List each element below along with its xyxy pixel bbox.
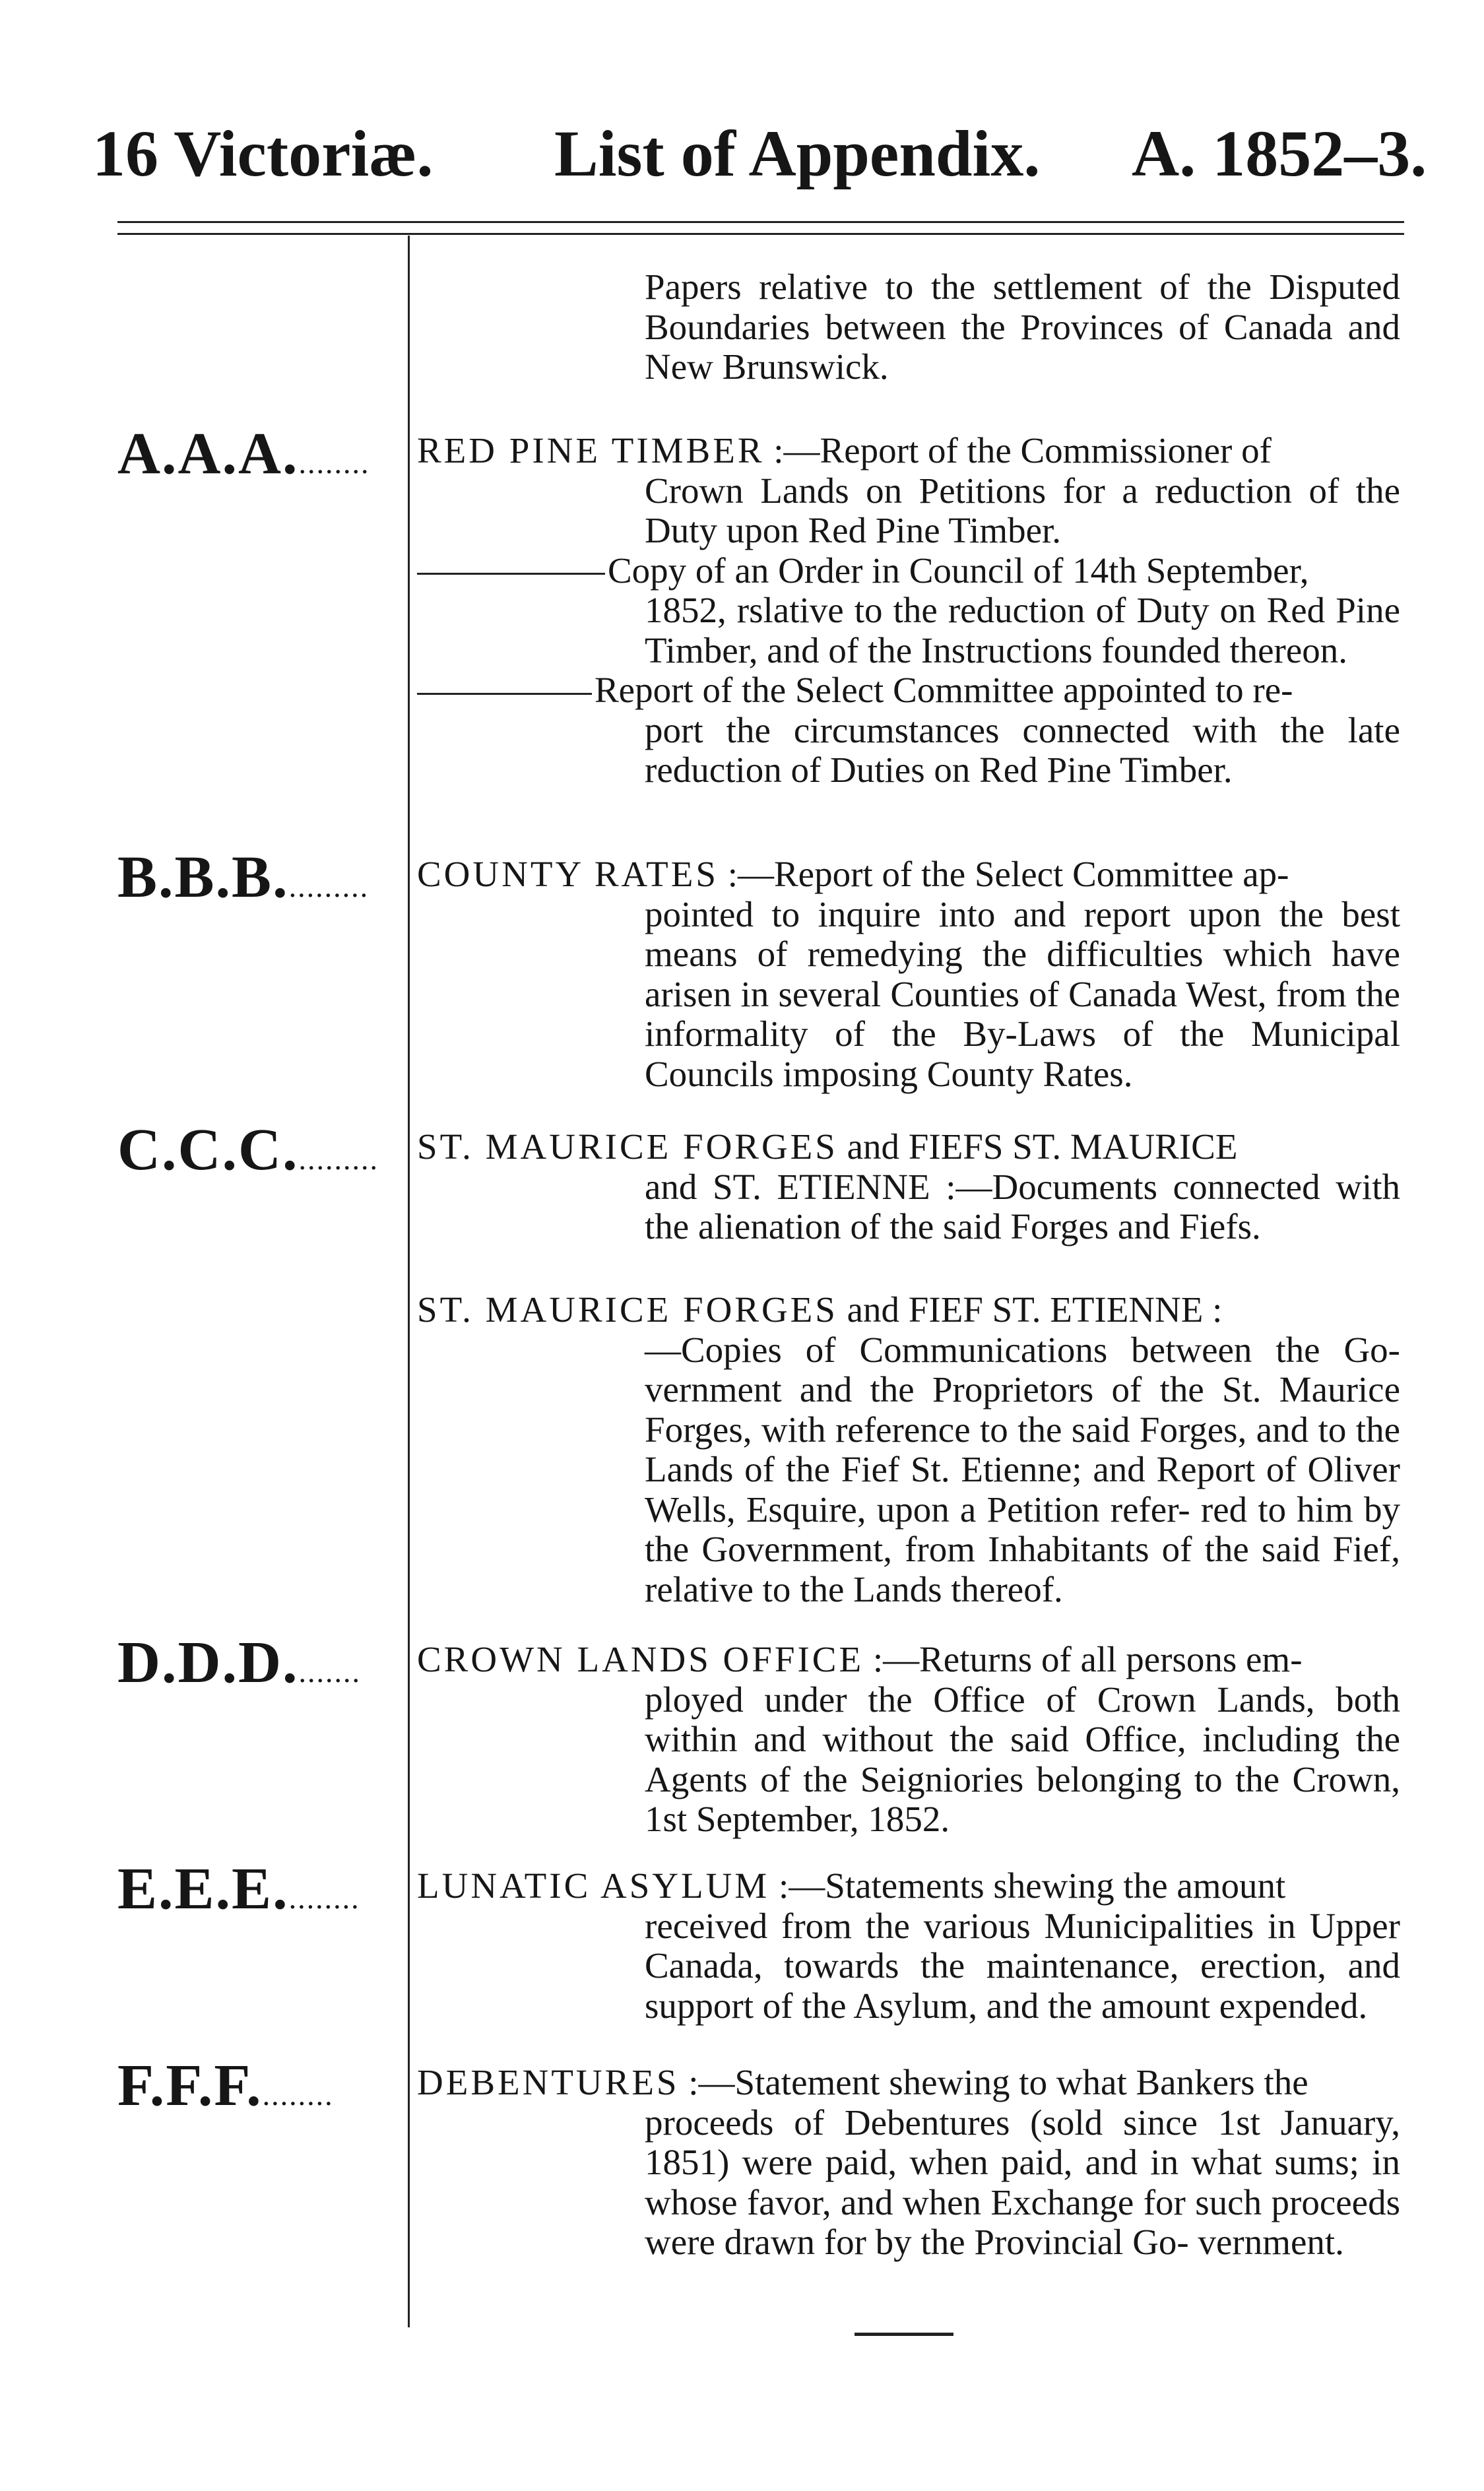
entry-text: :—Report of the Commissioner of (773, 430, 1272, 470)
entry-heading: ST. MAURICE FORGES (417, 1289, 838, 1330)
entry-continuation: pointed to inquire into and report upon the best means of remedying the difficulties which have arisen in several Counties of Canada West, from the informality of the By-Laws of the Municipal Councils imposing County Rates. (645, 893, 1400, 1094)
entry-text: and FIEFS ST. MAURICE (847, 1126, 1238, 1167)
session-title: 16 Victoriæ. (92, 117, 434, 190)
sub-entry: Copy of an Order in Council of 14th September, (417, 551, 1400, 591)
entry-continuation: proceeds of Debentures (sold since 1st January, 1851) were paid, when paid, and in what sums; in whose favor, and when Exchange for such proceeds were drawn for by the Provincial Go- vernment. (645, 2102, 1400, 2262)
entry-continuation: and ST. ETIENNE :—Documents connected with the alienation of the said Forges and Fiefs. (645, 1166, 1400, 1246)
entry-label: C.C.C.......... (117, 1120, 379, 1182)
entry-heading: LUNATIC ASYLUM (417, 1865, 770, 1906)
entry-continuation: received from the various Municipalities in Upper Canada, towards the maintenance, erection, and support of the Asylum, and the amount expended. (645, 1905, 1400, 2026)
entry-label: D.D.D........ (117, 1633, 361, 1695)
page-title: List of Appendix. (554, 117, 1041, 190)
entry-label: E.E.E......... (117, 1860, 360, 1922)
year-label: A. 1852–3. (1132, 117, 1427, 190)
sub-entry-continuation: 1852, rslative to the reduction of Duty on Red Pine Timber, and of the Instructions founded thereon. (645, 590, 1400, 670)
entry-heading: RED PINE TIMBER (417, 430, 765, 470)
entry-text: :—Statement shewing to what Bankers the (688, 2062, 1308, 2102)
intro-text: Papers relative to the settlement of the Disputed Boundaries between the Provinces of Canada and New Brunswick. (645, 267, 1400, 387)
entry-label: A.A.A......... (117, 424, 370, 486)
sub-entry: Report of the Select Committee appointed to re- (417, 670, 1400, 711)
page-header (92, 117, 1427, 190)
entry-heading: DEBENTURES (417, 2062, 680, 2102)
entry-text: and FIEF ST. ETIENNE : (847, 1289, 1223, 1330)
header-rule-top (117, 221, 1404, 223)
sub-entry-continuation: port the circumstances connected with the late reduction of Duties on Red Pine Timber. (645, 709, 1400, 790)
entry-label: F.F.F......... (117, 2056, 334, 2118)
column-divider (408, 236, 410, 2327)
end-rule (855, 2333, 953, 2336)
entry-text: :—Report of the Select Committee ap- (727, 854, 1289, 894)
ditto-dash (417, 693, 592, 695)
header-rule-bottom (117, 233, 1404, 235)
entry-continuation: Crown Lands on Petitions for a reduction of the Duty upon Red Pine Timber. (645, 470, 1400, 550)
entry-text: :—Returns of all persons em- (872, 1639, 1303, 1679)
ditto-dash (417, 573, 605, 575)
entry-continuation: ployed under the Office of Crown Lands, both within and without the said Office, including the Agents of the Seigniories belonging to the Crown, 1st September, 1852. (645, 1679, 1400, 1839)
entry-continuation: —Copies of Communications between the Go- vernment and the Proprietors of the St. Maurice Forges, with reference to the said Forges, and to the Lands of the Fief St. Etienne; and Report of Oliver Wells, Esquire, upon a Petition refer- red to him by the Government, from Inhabitants of the said Fief, relative to the Lands thereof. (645, 1329, 1400, 1609)
entry-text: :—Statements shewing the amount (778, 1865, 1286, 1906)
entry-heading: COUNTY RATES (417, 854, 719, 894)
entry-heading: ST. MAURICE FORGES (417, 1126, 838, 1167)
entry-label: B.B.B.......... (117, 848, 370, 910)
entry-heading: CROWN LANDS OFFICE (417, 1639, 864, 1679)
